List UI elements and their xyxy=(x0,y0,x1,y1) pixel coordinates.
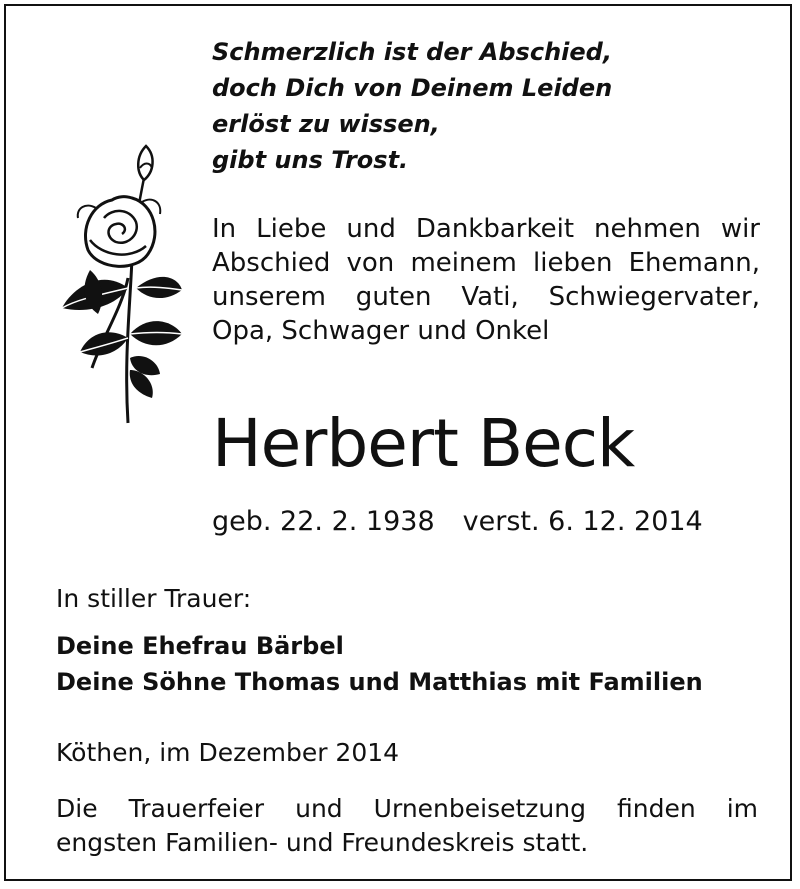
place-date: Köthen, im Dezember 2014 xyxy=(56,738,400,767)
poem-line: Schmerzlich ist der Abschied, xyxy=(212,38,612,66)
rose-icon xyxy=(32,138,192,428)
notice-line: engsten Familien- und Freundeskreis statt. xyxy=(56,828,589,857)
funeral-notice xyxy=(56,792,758,860)
obituary-frame xyxy=(4,4,792,881)
intro-line: unserem guten Vati, Schwiegervater, xyxy=(212,282,760,312)
deceased-name: Herbert Beck xyxy=(212,405,635,482)
mourning-label: In stiller Trauer: xyxy=(56,584,252,613)
death-date: verst. 6. 12. 2014 xyxy=(462,506,703,537)
poem xyxy=(212,34,612,178)
poem-line: gibt uns Trost. xyxy=(212,146,409,174)
poem-line: erlöst zu wissen, xyxy=(212,110,440,138)
intro-line: Opa, Schwager und Onkel xyxy=(212,316,550,346)
intro-line: Abschied von meinem lieben Ehemann, xyxy=(212,248,760,278)
family-line: Deine Ehefrau Bärbel xyxy=(56,632,344,660)
family-list xyxy=(56,628,703,700)
life-dates xyxy=(212,504,703,540)
intro-line: In Liebe und Dankbarkeit nehmen wir xyxy=(212,214,760,244)
notice-line: Die Trauerfeier und Urnenbeisetzung finden im xyxy=(56,794,758,823)
birth-date: geb. 22. 2. 1938 xyxy=(212,506,435,537)
intro-text xyxy=(212,212,760,348)
family-line: Deine Söhne Thomas und Matthias mit Familien xyxy=(56,668,703,696)
poem-line: doch Dich von Deinem Leiden xyxy=(212,74,613,102)
